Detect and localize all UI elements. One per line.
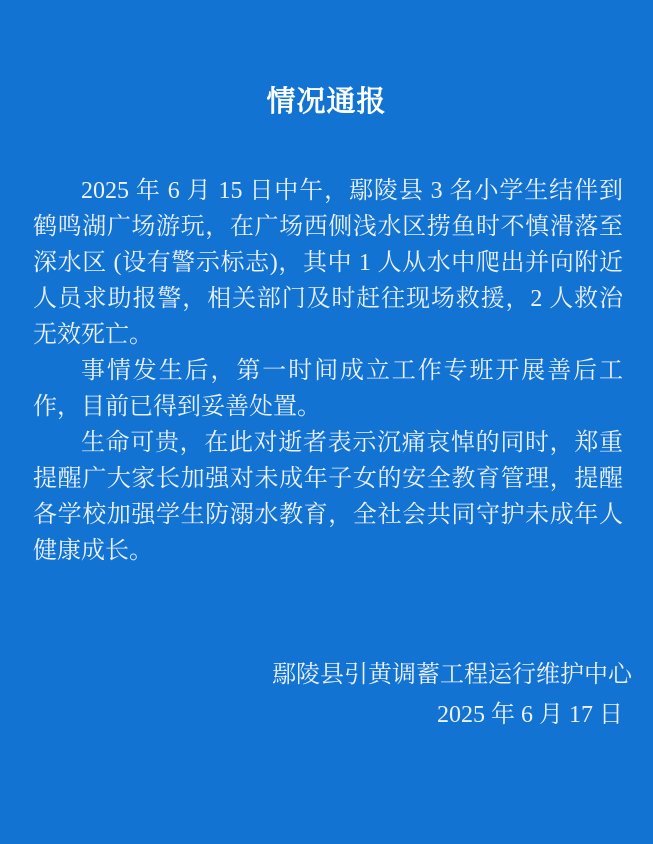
notice-paragraph-1: 2025 年 6 月 15 日中午，鄢陵县 3 名小学生结伴到鹤鸣湖广场游玩，在广场西侧浅水区捞鱼时不慎滑落至深水区 (设有警示标志)，其中 1 人从水中爬出并向附近人员求助报警，相关部门及时赶往现场救援，2 人救治无效死亡。 [33,178,623,348]
notice-paragraph-2: 事情发生后，第一时间成立工作专班开展善后工作，目前已得到妥善处置。 [33,358,623,420]
notice-paragraph-3: 生命可贵，在此对逝者表示沉痛哀悼的同时，郑重提醒广大家长加强对未成年子女的安全教育管理，提醒各学校加强学生防溺水教育，全社会共同守护未成年人健康成长。 [33,430,623,564]
signature-block [0,655,653,735]
notice-body [33,173,623,569]
issue-date: 2025 年 6 月 17 日 [437,702,623,728]
issuer-name: 鄢陵县引黄调蓄工程运行维护中心 [272,662,632,688]
notice-title: 情况通报 [266,86,387,118]
